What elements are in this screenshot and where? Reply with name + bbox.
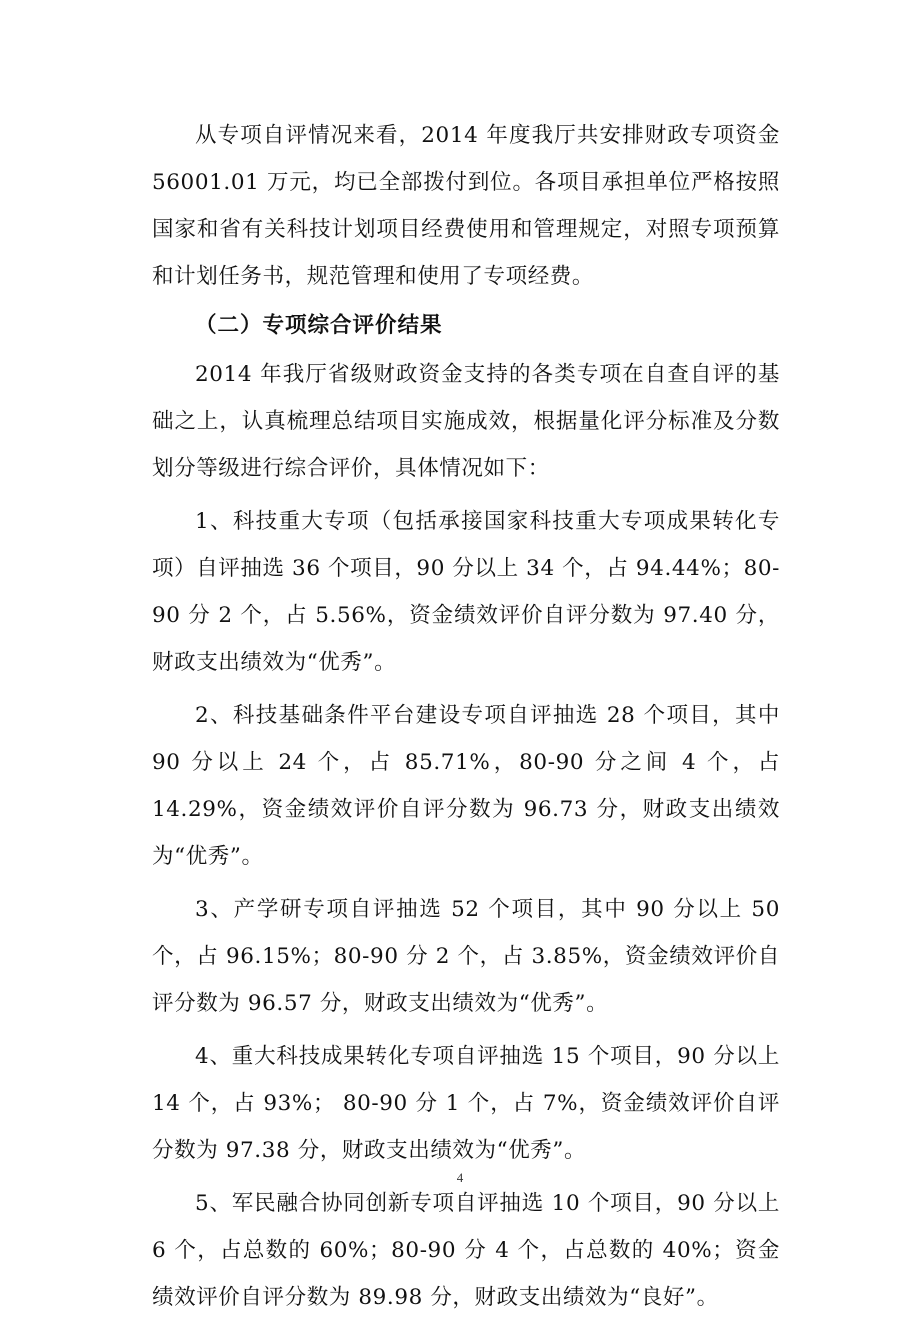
list-item-4: 4、重大科技成果转化专项自评抽选 15 个项目，90 分以上 14 个，占 93%； 80-90 分 1 个，占 7%，资金绩效评价自评分数为 97.38 分，财政支出绩效为“优秀”。 bbox=[152, 1044, 780, 1163]
summary-paragraph: 2014 年我厅省级财政资金支持的各类专项在自查自评的基础之上，认真梳理总结项目实施成效，根据量化评分标准及分数划分等级进行综合评价，具体情况如下： bbox=[152, 362, 780, 481]
list-item-2: 2、科技基础条件平台建设专项自评抽选 28 个项目，其中 90 分以上 24 个，占 85.71%，80-90 分之间 4 个，占 14.29%，资金绩效评价自评分数为 96.73 分，财政支出绩效为“优秀”。 bbox=[152, 703, 780, 869]
document-body bbox=[152, 112, 780, 1321]
section-heading: （二）专项综合评价结果 bbox=[195, 313, 443, 338]
page-number: 4 bbox=[456, 1170, 464, 1185]
intro-paragraph: 从专项自评情况来看，2014 年度我厅共安排财政专项资金 56001.01 万元，均已全部拨付到位。各项目承担单位严格按照国家和省有关科技计划项目经费使用和管理规定，对照专项预算和计划任务书，规范管理和使用了专项经费。 bbox=[152, 123, 780, 289]
list-item-5: 5、军民融合协同创新专项自评抽选 10 个项目，90 分以上 6 个，占总数的 60%；80-90 分 4 个，占总数的 40%；资金绩效评价自评分数为 89.98 分，财政支出绩效为“良好”。 bbox=[152, 1191, 780, 1310]
list-item-3: 3、产学研专项自评抽选 52 个项目，其中 90 分以上 50 个，占 96.15%；80-90 分 2 个，占 3.85%，资金绩效评价自评分数为 96.57 分，财政支出绩效为“优秀”。 bbox=[152, 897, 780, 1016]
list-item-1: 1、科技重大专项（包括承接国家科技重大专项成果转化专项）自评抽选 36 个项目，90 分以上 34 个，占 94.44%；80-90 分 2 个，占 5.56%，资金绩效评价自评分数为 97.40 分，财政支出绩效为“优秀”。 bbox=[152, 509, 780, 675]
